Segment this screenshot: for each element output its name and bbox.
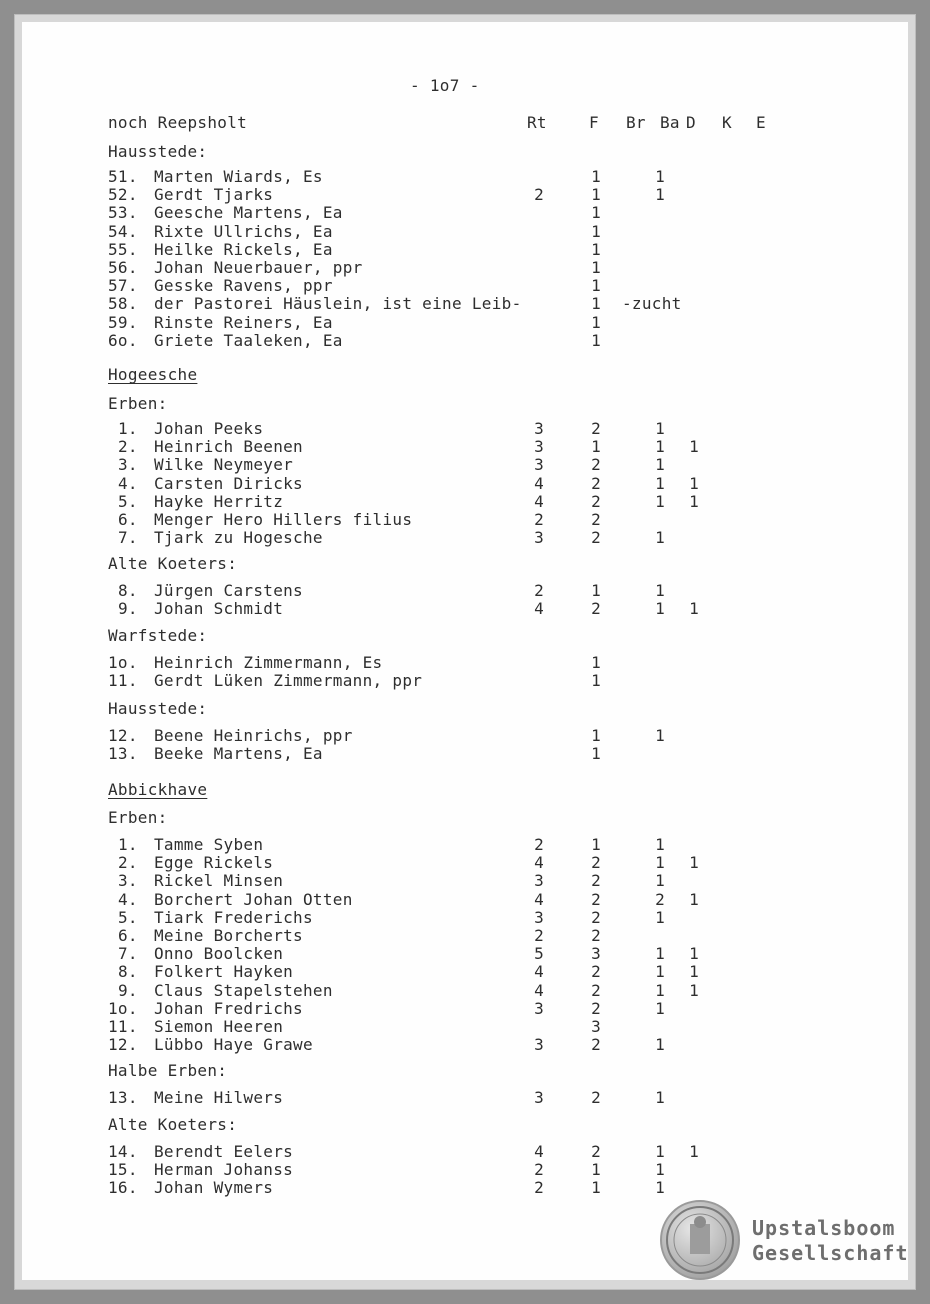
value-f: 1 <box>591 294 601 314</box>
row-name: Rinste Reiners, Ea <box>154 312 333 332</box>
value-rt: 2 <box>534 1160 544 1180</box>
row-number: 7. <box>118 528 138 548</box>
value-f: 2 <box>591 1035 601 1055</box>
row-name: Johan Fredrichs <box>154 998 303 1018</box>
value-rt: 3 <box>534 1035 544 1055</box>
value-f: 1 <box>591 1160 601 1180</box>
row-number: 6. <box>118 510 138 529</box>
row-number: 11. <box>108 671 138 691</box>
value-f: 1 <box>591 744 601 764</box>
row-number: 52. <box>108 185 138 205</box>
value-f: 1 <box>591 437 601 457</box>
brand-line-2: Gesellschaft <box>752 1241 909 1265</box>
value-f: 3 <box>591 944 601 964</box>
value-rt: 2 <box>534 835 544 854</box>
row-number: 11. <box>108 1017 138 1036</box>
column-header-br: Br <box>626 113 646 132</box>
value-rt: 3 <box>534 1088 544 1107</box>
value-d: 1 <box>689 962 699 982</box>
value-f: 2 <box>591 889 601 909</box>
value-f: 2 <box>591 419 601 438</box>
value-ba: 1 <box>655 473 665 493</box>
value-ba: 1 <box>655 1088 665 1107</box>
value-f: 2 <box>591 599 601 619</box>
row-name: Geesche Martens, Ea <box>154 203 343 223</box>
row-number: 53. <box>108 203 138 223</box>
column-header-e: E <box>756 113 766 132</box>
value-rt: 4 <box>534 853 544 873</box>
value-ba: 1 <box>655 455 665 475</box>
header-label: noch Reepsholt <box>108 113 248 132</box>
row-number: 55. <box>108 239 138 259</box>
column-header-k: K <box>722 113 732 132</box>
value-f: 2 <box>591 998 601 1018</box>
value-ba: 1 <box>655 1142 665 1161</box>
value-f: 2 <box>591 455 601 475</box>
value-rt: 3 <box>534 998 544 1018</box>
value-rt: 4 <box>534 599 544 619</box>
row-name: Wilke Neymeyer <box>154 455 294 475</box>
row-number: 5. <box>118 907 138 927</box>
value-ba: 1 <box>655 599 665 619</box>
value-ba: 1 <box>655 944 665 964</box>
value-d: 1 <box>689 889 699 909</box>
value-d: 1 <box>689 473 699 493</box>
row-number: 9. <box>118 980 138 1000</box>
value-f: 2 <box>591 871 601 891</box>
value-rt: 2 <box>534 926 544 945</box>
row-name: Tjark zu Hogesche <box>154 528 323 548</box>
value-rt: 3 <box>534 437 544 457</box>
row-name: Beeke Martens, Ea <box>154 744 323 764</box>
value-ba: 1 <box>655 581 665 600</box>
value-rt: 2 <box>534 510 544 529</box>
column-header-f: F <box>589 113 599 132</box>
value-f: 1 <box>591 221 601 241</box>
row-number: 8. <box>118 962 138 982</box>
value-rt: 4 <box>534 491 544 511</box>
value-rt: 2 <box>534 185 544 205</box>
value-ba: 1 <box>655 167 665 186</box>
row-name: Folkert Hayken <box>154 962 294 982</box>
value-ba: 1 <box>655 998 665 1018</box>
row-number: 5. <box>118 491 138 511</box>
column-header-d: D <box>686 113 696 132</box>
value-d: 1 <box>689 853 699 873</box>
row-name: Hayke Herritz <box>154 491 284 511</box>
row-number: 1o. <box>108 998 138 1018</box>
section-title: Warfstede: <box>108 626 208 645</box>
row-name: Johan Neuerbauer, ppr <box>154 258 363 277</box>
row-number: 15. <box>108 1160 138 1180</box>
society-seal-icon <box>660 1200 740 1280</box>
value-ba: 1 <box>655 437 665 457</box>
row-number: 12. <box>108 1035 138 1055</box>
row-name: Johan Wymers <box>154 1178 274 1198</box>
value-f: 1 <box>591 835 601 854</box>
row-number: 2. <box>118 853 138 873</box>
value-d: 1 <box>689 980 699 1000</box>
value-ba: 1 <box>655 726 665 745</box>
value-rt: 2 <box>534 1178 544 1198</box>
value-d: 1 <box>689 491 699 511</box>
value-f: 2 <box>591 528 601 548</box>
value-f: 1 <box>591 1178 601 1198</box>
value-f: 1 <box>591 276 601 296</box>
section-title: Hausstede: <box>108 142 208 161</box>
row-number: 1o. <box>108 653 138 672</box>
value-f: 2 <box>591 853 601 873</box>
row-number: 57. <box>108 276 138 296</box>
row-number: 1. <box>118 419 138 438</box>
value-rt: 3 <box>534 907 544 927</box>
value-ba: 2 <box>655 889 665 909</box>
row-number: 54. <box>108 221 138 241</box>
row-number: 3. <box>118 455 138 475</box>
value-ba: 1 <box>655 853 665 873</box>
value-rt: 3 <box>534 419 544 438</box>
value-d: 1 <box>689 944 699 964</box>
section-title: Alte Koeters: <box>108 554 238 573</box>
row-number: 3. <box>118 871 138 891</box>
value-ba: 1 <box>655 835 665 854</box>
row-number: 14. <box>108 1142 138 1161</box>
value-f: 1 <box>591 653 601 672</box>
value-f: 2 <box>591 907 601 927</box>
row-number: 13. <box>108 744 138 764</box>
section-title: Hogeesche <box>108 365 198 384</box>
value-rt: 4 <box>534 962 544 982</box>
brand-line-1: Upstalsboom <box>752 1216 896 1240</box>
value-ba: 1 <box>655 185 665 205</box>
column-header-rt: Rt <box>527 113 547 132</box>
value-f: 2 <box>591 1088 601 1107</box>
row-number: 2. <box>118 437 138 457</box>
row-name: Heinrich Zimmermann, Es <box>154 653 383 672</box>
row-name: Menger Hero Hillers filius <box>154 510 413 529</box>
row-name: Marten Wiards, Es <box>154 167 323 186</box>
value-d: 1 <box>689 599 699 619</box>
row-name: Egge Rickels <box>154 853 274 873</box>
section-title: Halbe Erben: <box>108 1061 228 1080</box>
row-number: 4. <box>118 889 138 909</box>
value-rt: 4 <box>534 1142 544 1161</box>
value-ba: 1 <box>655 1178 665 1198</box>
row-number: 4. <box>118 473 138 493</box>
value-ba: 1 <box>655 962 665 982</box>
row-number: 12. <box>108 726 138 745</box>
value-ba: 1 <box>655 907 665 927</box>
row-number: 58. <box>108 294 138 314</box>
value-f: 2 <box>591 1142 601 1161</box>
row-number: 16. <box>108 1178 138 1198</box>
section-title: Erben: <box>108 394 168 413</box>
row-number: 6o. <box>108 330 138 350</box>
value-ba: 1 <box>655 528 665 548</box>
value-ba: 1 <box>655 980 665 1000</box>
row-name: Gesske Ravens, ppr <box>154 276 333 296</box>
value-ba: 1 <box>655 491 665 511</box>
value-f: 2 <box>591 510 601 529</box>
page-number: - 1o7 - <box>410 76 480 95</box>
row-number: 59. <box>108 312 138 332</box>
row-number: 6. <box>118 926 138 945</box>
value-f: 2 <box>591 926 601 945</box>
value-d: 1 <box>689 1142 699 1161</box>
value-f: 1 <box>591 581 601 600</box>
row-number: 51. <box>108 167 138 186</box>
section-title: Alte Koeters: <box>108 1115 238 1134</box>
value-f: 2 <box>591 491 601 511</box>
value-rt: 3 <box>534 528 544 548</box>
row-name: Siemon Heeren <box>154 1017 284 1036</box>
value-f: 2 <box>591 980 601 1000</box>
section-title: Erben: <box>108 808 168 827</box>
value-rt: 3 <box>534 455 544 475</box>
row-name: Heilke Rickels, Ea <box>154 239 333 259</box>
value-f: 3 <box>591 1017 601 1036</box>
value-f: 1 <box>591 312 601 332</box>
value-f: 1 <box>591 671 601 691</box>
row-name: Tamme Syben <box>154 835 264 854</box>
section-title: Hausstede: <box>108 699 208 718</box>
row-name: Gerdt Tjarks <box>154 185 274 205</box>
section-title: Abbickhave <box>108 780 208 799</box>
value-f: 1 <box>591 167 601 186</box>
row-name: Heinrich Beenen <box>154 437 303 457</box>
row-name: Tiark Frederichs <box>154 907 313 927</box>
value-f: 1 <box>591 203 601 223</box>
row-extra: -zucht <box>622 294 682 314</box>
row-number: 56. <box>108 258 138 277</box>
row-number: 8. <box>118 581 138 600</box>
row-name: Borchert Johan Otten <box>154 889 353 909</box>
row-number: 13. <box>108 1088 138 1107</box>
value-f: 2 <box>591 473 601 493</box>
value-rt: 4 <box>534 980 544 1000</box>
row-name: Onno Boolcken <box>154 944 284 964</box>
column-header-ba: Ba <box>660 113 680 132</box>
row-name: Gerdt Lüken Zimmermann, ppr <box>154 671 423 691</box>
row-name: Claus Stapelstehen <box>154 980 333 1000</box>
row-name: Lübbo Haye Grawe <box>154 1035 313 1055</box>
value-f: 1 <box>591 239 601 259</box>
value-rt: 5 <box>534 944 544 964</box>
row-name: Meine Hilwers <box>154 1088 284 1107</box>
row-number: 7. <box>118 944 138 964</box>
value-rt: 4 <box>534 473 544 493</box>
value-f: 2 <box>591 962 601 982</box>
value-ba: 1 <box>655 1160 665 1180</box>
value-rt: 3 <box>534 871 544 891</box>
row-name: Herman Johanss <box>154 1160 294 1180</box>
value-ba: 1 <box>655 1035 665 1055</box>
row-name: Carsten Diricks <box>154 473 303 493</box>
row-name: der Pastorei Häuslein, ist eine Leib- <box>154 294 522 314</box>
value-ba: 1 <box>655 871 665 891</box>
row-name: Rickel Minsen <box>154 871 284 891</box>
value-f: 1 <box>591 258 601 277</box>
row-name: Meine Borcherts <box>154 926 303 945</box>
row-name: Berendt Eelers <box>154 1142 294 1161</box>
row-number: 1. <box>118 835 138 854</box>
value-ba: 1 <box>655 419 665 438</box>
row-name: Johan Schmidt <box>154 599 284 619</box>
value-rt: 4 <box>534 889 544 909</box>
row-number: 9. <box>118 599 138 619</box>
value-f: 1 <box>591 330 601 350</box>
value-f: 1 <box>591 726 601 745</box>
row-name: Griete Taaleken, Ea <box>154 330 343 350</box>
row-name: Rixte Ullrichs, Ea <box>154 221 333 241</box>
row-name: Jürgen Carstens <box>154 581 303 600</box>
row-name: Beene Heinrichs, ppr <box>154 726 353 745</box>
value-d: 1 <box>689 437 699 457</box>
value-f: 1 <box>591 185 601 205</box>
row-name: Johan Peeks <box>154 419 264 438</box>
value-rt: 2 <box>534 581 544 600</box>
